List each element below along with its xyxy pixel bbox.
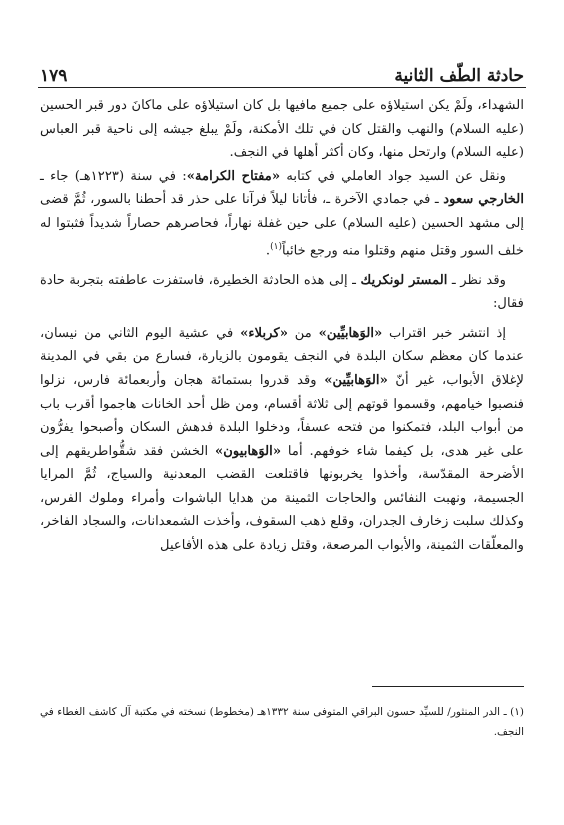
footnote-rule — [372, 686, 524, 687]
paragraph-2-start: ونقل عن السيد جواد العاملي في كتابه — [280, 168, 506, 184]
paragraph-2-end: . — [265, 242, 271, 258]
paragraph-3-rest: ـ إلى هذه الحادثة الخطيرة، فاستفزت عاطفته بتجربة حادة فقال: — [40, 272, 524, 312]
term-karbala: «كربلاء» — [240, 325, 288, 341]
book-title: «مفتاح الكرامة» — [186, 168, 281, 184]
paragraph-3 — [40, 269, 524, 316]
term-wahhabis-3: «الوَهابيون» — [214, 443, 282, 459]
paragraph-2-rest: ـ في جمادي الآخرة ـ، فأتانا ليلاً فرآنا على حذر قد أحطنا بالسور، ثُمَّ قضى إلى مشهد الحسين (عليه السلام) على حين غفلة نهاراً، فحاصرهم حصاراً شديداً فثبتوا له خلف السور وقتل منهم وقتلوا منه ورجع خائباً — [40, 192, 524, 258]
paragraph-2 — [40, 165, 524, 263]
term-wahhabis-1: «الوَهابيِّين» — [318, 325, 383, 341]
paragraph-2-mid: : في سنة (١٢٢٣هـ) جاء ـ — [40, 168, 187, 184]
paragraph-4-b: من — [287, 325, 319, 341]
paragraph-4-a: إذ انتشر خبر اقتراب — [382, 325, 506, 341]
page-number: ١٧٩ — [40, 66, 68, 86]
paragraph-4-c: في عشية اليوم الثاني من نيسان، عندما كان معظم سكان البلدة في النجف يقومون بالزيارة، فسارع من بقي في المدينة لإغلاق الأبواب، غير أنّ — [40, 325, 524, 388]
footnote-ref: (١) — [270, 241, 282, 252]
term-wahhabis-2: «الوَهابيِّين» — [324, 372, 388, 388]
running-header — [40, 56, 524, 86]
paragraph-4 — [40, 322, 524, 558]
paragraph-4-d: وقد قدروا بستمائة هجان وأربعمائة فارس، نزلوا فنصبوا خيامهم، وقسموا قوتهم إلى ثلاثة أقسام، ومن ظل أحد الخانات هاجموا أقرب باب من أبواب البلد، فتمكنوا من فتحه عسفاً، ودخلوا البلدة فدهش السكان وأصبحوا يفرُّون على غير هدى، بل كيفما شاء خوفهم. أما — [40, 372, 524, 459]
paragraph-1: الشهداء، ولَمْ يكن استيلاؤه على جميع مافيها بل كان استيلاؤه على ماكانَ دور قبر الحسين (عليه السلام) والنهب والقتل كان في تلك الأمكنة، ولَمْ يبلغ جيشه إلى ناحية قبر العباس (عليه السلام) وارتحل منها، وكان أكثر أهلها في النجف. — [40, 98, 524, 161]
paragraph-3-start: وقد نظر ـ — [447, 272, 506, 288]
body-text — [40, 94, 524, 558]
person-name-longrigg: المستر لونكريك — [360, 272, 448, 288]
footnote: (١) ـ الدر المنثور/ للسيِّد حسون البراقي المتوفى سنة ١٣٣٢هـ (مخطوط) نسخته في مكتبة آل كاشف الغطاء في النجف. — [40, 706, 524, 738]
header-rule — [38, 87, 526, 88]
paragraph-4-e: الخشن فقد شقُّواطريقهم إلى الأضرحة المقدّسة، وأخذوا يخربونها فاقتلعت القضب المعدنية والسياج، ثُمَّ المرايا الجسيمة، ونهبت النفائس والحاجات الثمينة من هدايا الباشوات وأمراء وملوك الفرس، وكذلك سلبت زخارف الجدران، وقلع ذهب السقوف، وأخذت الشمعدانات، والسجاد الفاخر، والمعلّقات الثمينة، والأبواب المرصعة، وقتل زيادة على هذه الأفاعيل — [40, 443, 524, 554]
chapter-title: حادثة الطّف الثانية — [394, 66, 524, 86]
person-name-saud: الخارجي سعود — [443, 192, 524, 208]
